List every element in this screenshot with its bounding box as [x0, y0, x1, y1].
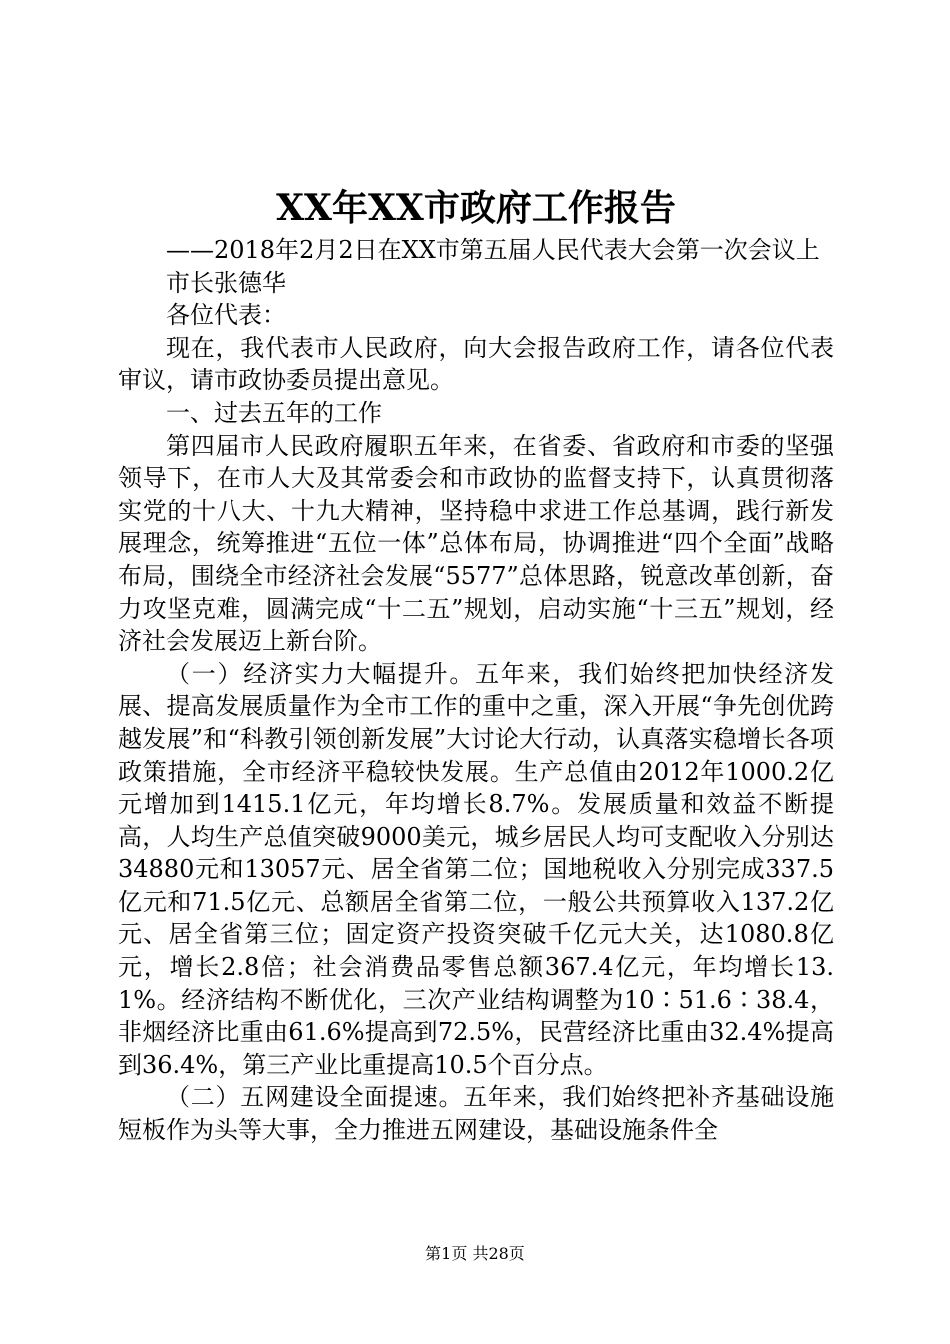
document-title: XX年XX市政府工作报告	[276, 187, 676, 229]
body-paragraph: （一）经济实力大幅提升。五年来，我们始终把加快经济发展、提高发展质量作为全市工作的重中之重，深入开展“争先创优跨越发展”和“科教引领创新发展”大讨论大行动，认真落实稳增长各项政策措施，全市经济平稳较快发展。生产总值由2012年1000.2亿元增加到1415.1亿元，年均增长8.7%。发展质量和效益不断提高，人均生产总值突破9000美元，城乡居民人均可支配收入分别达34880元和13057元、居全省第二位；国地税收入分别完成337.5亿元和71.5亿元、总额居全省第二位，一般公共预算收入137.2亿元、居全省第三位；固定资产投资突破千亿元大关，达1080.8亿元，增长2.8倍；社会消费品零售总额367.4亿元，年均增长13.1%。经济结构不断优化，三次产业结构调整为10∶51.6∶38.4，非烟经济比重由61.6%提高到72.5%，民营经济比重由32.4%提高到36.4%，第三产业比重提高10.5个百分点。	[118, 659, 834, 1079]
section-heading: 一、过去五年的工作	[166, 398, 382, 427]
subtitle-paragraph: ——2018年2月2日在XX市第五届人民代表大会第一次会议上	[166, 236, 820, 264]
speaker-paragraph: 市长张德华	[166, 268, 286, 297]
document-page	[118, 186, 834, 1147]
intro-paragraph: 现在，我代表市人民政府，向大会报告政府工作，请各位代表审议，请市政协委员提出意见。	[118, 333, 834, 395]
salutation-paragraph: 各位代表：	[166, 301, 286, 330]
page-footer: 第1页 共28页	[425, 1244, 525, 1263]
body-paragraph: 第四届市人民政府履职五年来，在省委、省政府和市委的坚强领导下，在市人大及其常委会和市政协的监督支持下，认真贯彻落实党的十八大、十九大精神，坚持稳中求进工作总基调，践行新发展理念，统筹推进“五位一体”总体布局，协调推进“四个全面”战略布局，围绕全市经济社会发展“5577”总体思路，锐意改革创新，奋力攻坚克难，圆满完成“十二五”规划，启动实施“十三五”规划，经济社会发展迈上新台阶。	[118, 431, 834, 656]
body-paragraph: （二）五网建设全面提速。五年来，我们始终把补齐基础设施短板作为头等大事，全力推进五网建设，基础设施条件全	[118, 1083, 834, 1145]
